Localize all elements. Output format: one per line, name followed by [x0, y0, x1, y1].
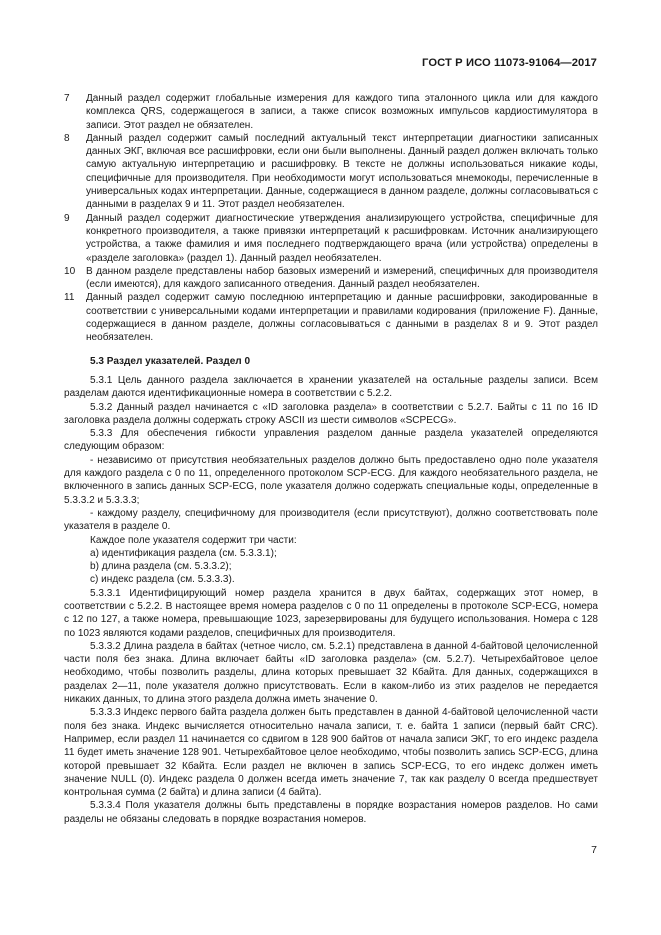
note-number: 10	[64, 265, 76, 277]
paragraph-5-3-3-3: 5.3.3.3 Индекс первого байта раздела должен быть представлен в данной 4-байтовой целочисленной части поля без знака. Индекс вычисляется относительно начала записи, т. е. байта 1 записи (первый байт CRC). Например, если раздел 11 начинается со сдвигом в 128 900 байтов от начала записи ЭКГ, то его индекс раздела 11 будет иметь значение 128 901. Четырехбайтовое целое необходимо, чтобы позволить запись SCP-ECG, длина которой превышает 32 Кбайта. Если раздел не включен в запись SCP-ECG, то его индекс должен иметь значение NULL (0). Индекс раздела 0 должен всегда иметь значение 7, так как разделу 0 всегда предшествует контрольная сумма (2 байта) и длина записи (4 байта).	[64, 707, 598, 799]
paragraph-5-3-3: 5.3.3 Для обеспечения гибкости управления разделом данные раздела указателей определяются следующим образом:	[64, 428, 598, 453]
note-number: 11	[64, 292, 75, 304]
paragraph-pointer-parts: Каждое поле указателя содержит три части:	[90, 534, 297, 546]
note-number: 7	[64, 93, 70, 104]
note-item	[64, 92, 598, 132]
note-number: 9	[64, 212, 70, 224]
paragraph-bullet-1: - независимо от присутствия необязательных разделов должно быть предоставлено одно поле указателя для каждого раздела с 0 по 11, определенного протоколом SCP-ECG. Для каждого необязательного раздела, не включенного в запись данных SCP-ECG, поле указателя должно содержать специальные коды, определенные в 5.3.3.2 и 5.3.3.3;	[64, 454, 598, 506]
note-text: Данный раздел содержит самую последнюю интерпретацию и данные расшифровки, закодированные в соответствии с универсальными кодами интерпретации и правилами кодирования (приложение F). Данные, содержащиеся в данном разделе, должны согласовываться с данными в разделах 8 и 9. Этот раздел необязателен.	[86, 292, 598, 344]
section-heading: 5.3 Раздел указателей. Раздел 0	[90, 355, 251, 367]
list-item-a: а) идентификация раздела (см. 5.3.3.1);	[90, 547, 277, 559]
note-item	[64, 212, 598, 265]
note-text: Данный раздел содержит глобальные измерения для каждого типа эталонного цикла или для каждого комплекса QRS, содержащегося в записи, а также список возможных импульсов кардиостимулятора в записи. Этот раздел не обязателен.	[86, 93, 598, 131]
note-item	[64, 291, 598, 344]
note-item	[64, 265, 598, 292]
paragraph-5-3-3-4: 5.3.3.4 Поля указателя должны быть представлены в порядке возрастания номеров разделов. Но сами разделы не обязаны следовать в порядке возрастания номеров.	[64, 800, 598, 825]
note-text: В данном разделе представлены набор базовых измерений и измерений, специфичных для производителя (если имеются), для каждого записанного отведения. Данный раздел необязателен.	[86, 265, 598, 291]
page-content	[64, 92, 598, 826]
paragraph-bullet-2: - каждому разделу, специфичному для производителя (если присутствуют), должно соответствовать поле указателя в разделе 0.	[64, 507, 598, 533]
note-text: Данный раздел содержит самый последний актуальный текст интерпретации диагностики записанных данных ЭКГ, включая все расшифровки, если они были выполнены. Данный раздел должен включать только самую актуальную интерпретацию и расшифровку. В тексте не должны использоваться никакие коды, специфичные для производителя. При необходимости могут использоваться мнемокоды, перечисленные в универсальных кодах интерпретации. Данные, содержащиеся в данном разделе, должны согласовываться с данными в разделах 9 и 11. Этот раздел необязателен.	[86, 132, 598, 211]
paragraph-5-3-3-1: 5.3.3.1 Идентифицирующий номер раздела хранится в двух байтах, содержащих этот номер, в соответствии с 5.2.2. В настоящее время номера разделов с 0 по 11 определены в протоколе SCP-ECG, номера с 12 по 127, а также номера, превышающие 1023, зарезервированы для будущего использования. Номера с 128 по 1023 являются кодами разделов, специфичных для производителя.	[64, 587, 598, 639]
note-text: Данный раздел содержит диагностические утверждения анализирующего устройства, специфичные для конкретного производителя, а также привязки интерпретаций к расшифровкам. Источник анализирующего устройства, а также фамилия и имя последнего подтверждающего врача (или устройства) определены в «разделе заголовка» (раздел 1). Данный раздел необязателен.	[86, 212, 598, 264]
paragraph-5-3-3-2: 5.3.3.2 Длина раздела в байтах (четное число, см. 5.2.1) представлена в данной 4-байтовой целочисленной части поля без знака. Длина включает байты «ID заголовка раздела» (см. 5.2.7). Четырехбайтовое целое необходимо, чтобы позволить разделы, длина которых превышает 32 Кбайта. Для данных, содержащихся в разделах 2—11, поле указателя должно присутствовать. Если в каком-либо из этих разделов не передается никаких данных, то длина этого раздела должна иметь значение 0.	[64, 640, 598, 706]
list-item-c: с) индекс раздела (см. 5.3.3.3).	[90, 574, 235, 586]
list-item-b: b) длина раздела (см. 5.3.3.2);	[90, 561, 232, 573]
note-number: 8	[64, 132, 70, 144]
page-number: 7	[591, 844, 597, 856]
paragraph-5-3-1: 5.3.1 Цель данного раздела заключается в хранении указателей на остальные разделы записи. Всем разделам даются идентификационные номера в соответствии с 5.2.2.	[64, 374, 598, 400]
paragraph-5-3-2: 5.3.2 Данный раздел начинается с «ID заголовка раздела» в соответствии с 5.2.7. Байты с 11 по 16 ID заголовка раздела должны содержать строку ASCII из шести символов «SCPECG».	[64, 401, 598, 426]
document-id-header: ГОСТ Р ИСО 11073-91064—2017	[422, 57, 597, 69]
note-item	[64, 132, 598, 212]
